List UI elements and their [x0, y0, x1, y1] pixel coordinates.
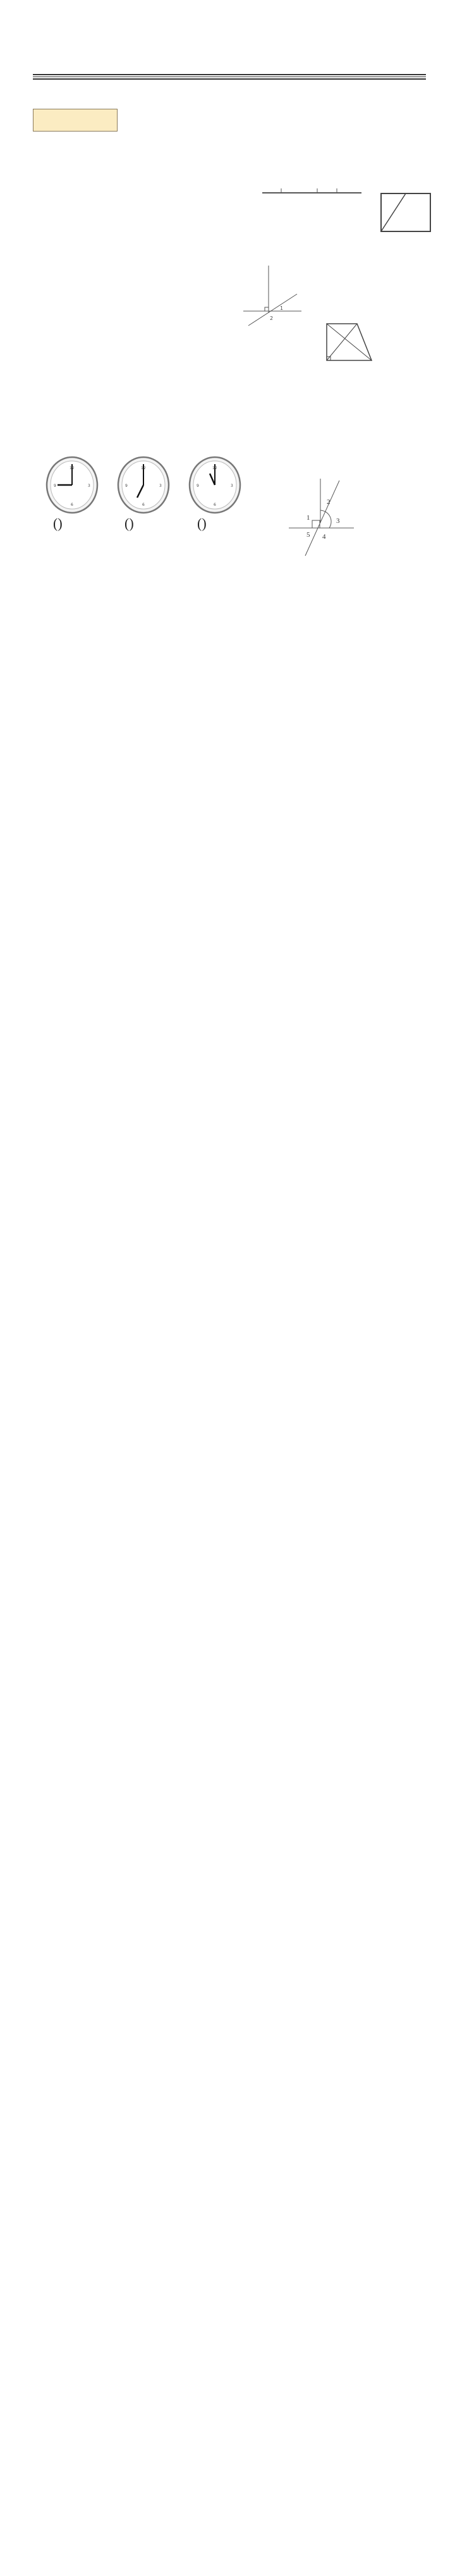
- clock-answer-1: (): [53, 515, 63, 531]
- svg-text:9: 9: [54, 484, 56, 488]
- svg-text:12: 12: [141, 466, 146, 470]
- rectangle-figure: [380, 193, 431, 232]
- svg-text:5: 5: [306, 531, 310, 539]
- title-rule: [33, 78, 426, 80]
- clock-icon-3-00: [46, 457, 98, 513]
- svg-text:3: 3: [336, 517, 340, 525]
- question-1: [33, 145, 431, 161]
- svg-text:3: 3: [88, 484, 90, 488]
- svg-text:1: 1: [280, 305, 284, 311]
- trapezoid-figure-q8: [325, 322, 373, 362]
- svg-text:3: 3: [231, 484, 233, 488]
- svg-text:2: 2: [327, 498, 331, 506]
- line-segment-figure: [262, 187, 363, 195]
- svg-text:3: 3: [159, 484, 162, 488]
- svg-text:4: 4: [322, 533, 326, 541]
- svg-text:2: 2: [270, 316, 274, 321]
- angle-figure-q11: [288, 479, 357, 558]
- svg-text:1: 1: [306, 514, 310, 522]
- title-rule: [33, 74, 426, 75]
- clock-icon-7-00: [118, 457, 169, 513]
- svg-text:9: 9: [125, 484, 128, 488]
- svg-text:6: 6: [142, 503, 145, 507]
- svg-text:12: 12: [70, 466, 75, 470]
- svg-text:6: 6: [71, 503, 73, 507]
- section-heading-fill-in: [33, 109, 118, 132]
- clock-answer-3: (): [197, 515, 207, 531]
- clock-icon-11-00: [189, 457, 241, 513]
- clock-answer-2: (): [124, 515, 134, 531]
- svg-text:6: 6: [214, 503, 216, 507]
- svg-text:12: 12: [212, 466, 217, 470]
- svg-text:9: 9: [197, 484, 199, 488]
